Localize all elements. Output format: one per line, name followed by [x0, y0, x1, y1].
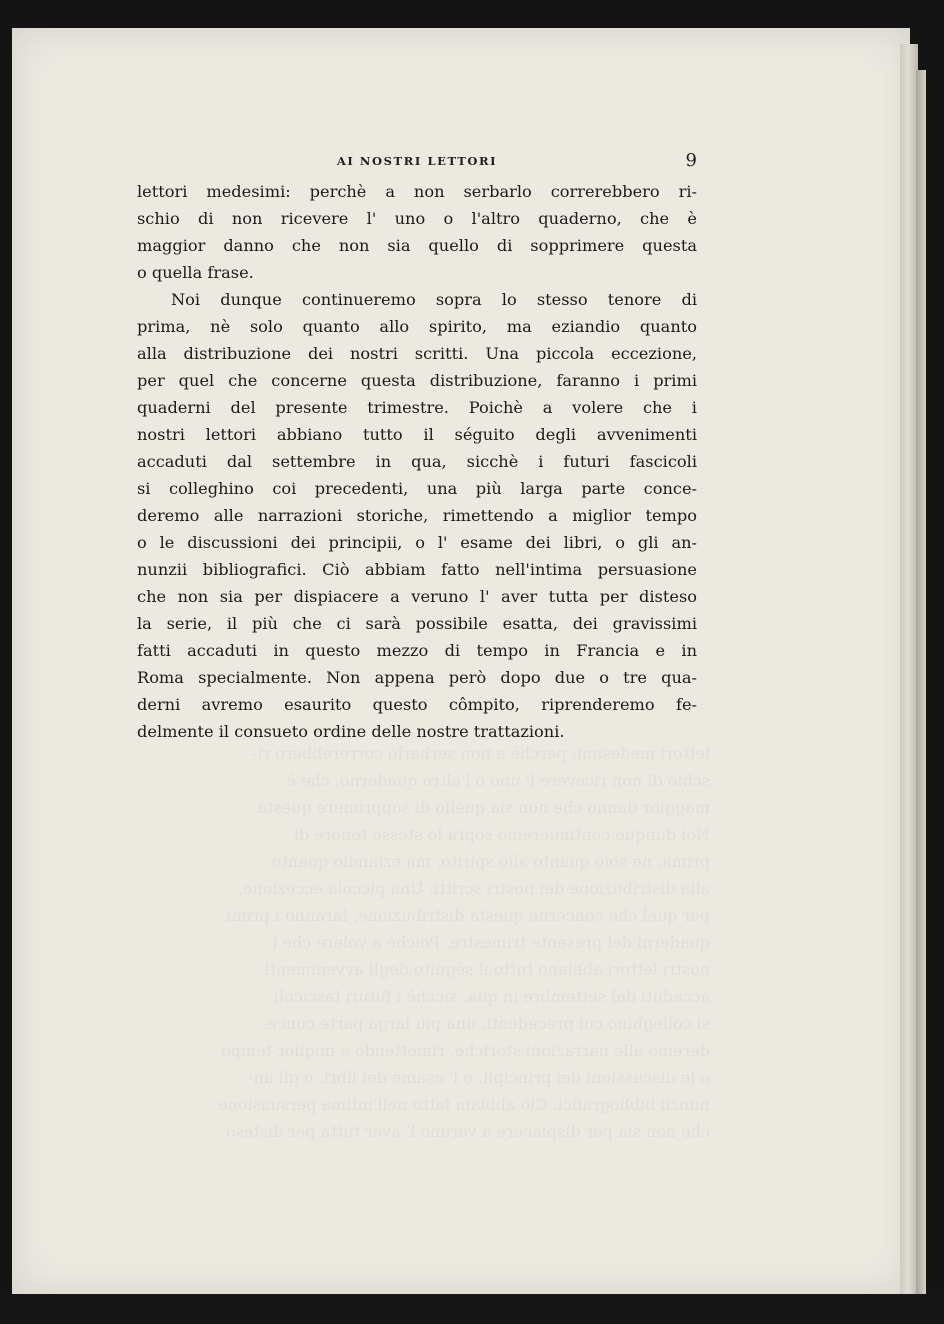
text-line: accaduti dal settembre in qua, sicchè i futuri fascicoli — [137, 452, 697, 471]
running-head: AI NOSTRI LETTORI — [336, 154, 498, 168]
text-line: la serie, il più che ci sarà possibile esatta, dei gravissimi — [137, 614, 697, 633]
page-header — [137, 150, 697, 172]
body-text — [137, 178, 697, 745]
bleed-through-text: lettori medesimi: perchè a non serbarlo correrebbero ri- schio di non ricevere l' uno o l'altro quaderno, che è maggior danno che non sia quello di sopprimere questa Noi dunque continueremo sopra lo stesso tenore di prima, nè solo quanto allo spirito, ma eziandio quanto alla distribuzione dei nostri scritti. Una piccola eccezione, per quel che concerne questa distribuzione, faranno i primi quaderni del presente trimestre. Poichè a volere che i nostri lettori abbiano tutto il séguito degli avvenimenti accaduti dal settembre in qua, sicchè i futuri fascicoli si colleghino coi precedenti, una più larga parte conce- deremo alle narrazioni storiche, rimettendo a miglior tempo o le discussioni dei principii, o l' esame dei libri, o gli an- nunzii bibliografici. Ciò abbiam fatto nell'intima persuasione che non sia per dispiacere a veruno l' aver tutta per disteso — [218, 744, 710, 1141]
text-line: per quel che concerne questa distribuzione, faranno i primi — [137, 371, 697, 390]
page-number: 9 — [685, 150, 697, 171]
text-line: nunzii bibliografici. Ciò abbiam fatto nell'intima persuasione — [137, 560, 697, 579]
text-line: Noi dunque continueremo sopra lo stesso tenore di — [171, 290, 697, 309]
text-line: si colleghino coi precedenti, una più larga parte conce- — [137, 479, 697, 498]
text-line: che non sia per dispiacere a veruno l' aver tutta per disteso — [137, 587, 697, 606]
text-line: lettori medesimi: perchè a non serbarlo correrebbero ri- — [137, 182, 697, 201]
text-line: quaderni del presente trimestre. Poichè a volere che i — [137, 398, 697, 417]
scan-border — [0, 1294, 944, 1324]
text-line: fatti accaduti in questo mezzo di tempo in Francia e in — [137, 641, 697, 660]
text-line: schio di non ricevere l' uno o l'altro quaderno, che è — [137, 209, 697, 228]
text-line: delmente il consueto ordine delle nostre trattazioni. — [137, 722, 565, 741]
text-line: Roma specialmente. Non appena però dopo due o tre qua- — [137, 668, 697, 687]
text-line: o quella frase. — [137, 263, 254, 282]
text-line: prima, nè solo quanto allo spirito, ma eziandio quanto — [137, 317, 697, 336]
text-line: alla distribuzione dei nostri scritti. Una piccola eccezione, — [137, 344, 697, 363]
text-line: nostri lettori abbiano tutto il séguito degli avvenimenti — [137, 425, 697, 444]
text-line: maggior danno che non sia quello di sopprimere questa — [137, 236, 697, 255]
text-line: derni avremo esaurito questo cômpito, riprenderemo fe- — [137, 695, 697, 714]
text-line: deremo alle narrazioni storiche, rimettendo a miglior tempo — [137, 506, 697, 525]
page-edge-shadow — [916, 70, 926, 1298]
text-line: o le discussioni dei principii, o l' esame dei libri, o gli an- — [137, 533, 697, 552]
